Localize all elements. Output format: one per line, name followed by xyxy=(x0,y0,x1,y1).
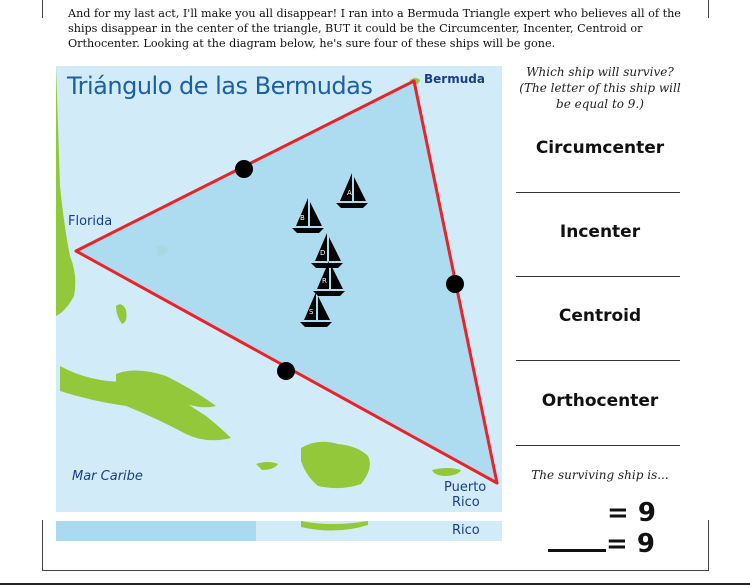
answer-blank[interactable] xyxy=(548,527,606,552)
choice-orthocenter-blank[interactable] xyxy=(516,445,680,446)
answer-equation: = 9 xyxy=(606,529,655,559)
frame-right-line xyxy=(708,0,709,18)
bermuda-map xyxy=(56,66,502,512)
choice-circumcenter-label: Circumcenter xyxy=(535,138,665,158)
label-puerto: Puerto xyxy=(444,480,487,495)
choice-centroid-label: Centroid xyxy=(558,306,642,326)
choice-centroid xyxy=(512,306,688,326)
label-mar-caribe: Mar Caribe xyxy=(72,469,143,484)
choice-incenter xyxy=(512,222,688,242)
choice-incenter-label: Incenter xyxy=(559,222,641,242)
choice-circumcenter-blank[interactable] xyxy=(516,192,680,193)
label-rico-duplicate: Rico xyxy=(452,523,480,538)
map-canvas xyxy=(56,66,502,512)
choice-circumcenter xyxy=(512,138,688,158)
ship-s-letter: S xyxy=(309,308,314,316)
label-florida: Florida xyxy=(68,214,113,229)
ship-d-letter: D xyxy=(320,249,326,257)
center-choices-panel xyxy=(512,64,688,482)
frame-left-line-lower xyxy=(42,520,43,570)
answer-line xyxy=(548,527,655,559)
page-bottom-rule xyxy=(0,583,750,585)
surviving-ship-text: The surviving ship is... xyxy=(531,468,669,482)
midpoint-dot-top xyxy=(235,160,253,178)
duplicate-strip-canvas xyxy=(56,521,502,541)
map-duplicate-strip xyxy=(56,521,502,541)
map-title: Triángulo de las Bermudas xyxy=(67,72,373,100)
frame-left-line xyxy=(42,0,43,18)
midpoint-dot-bottom xyxy=(277,362,295,380)
choice-orthocenter-label: Orthocenter xyxy=(541,391,659,411)
question-text: Which ship will survive? (The letter of this ship will be equal to 9.) xyxy=(519,65,681,111)
frame-bottom-line xyxy=(42,570,709,571)
choice-incenter-blank[interactable] xyxy=(516,276,680,277)
ship-b-letter: B xyxy=(300,214,305,222)
midpoint-dot-right xyxy=(446,275,464,293)
intro-paragraph: And for my last act, I'll make you all disappear! I ran into a Bermuda Triangle expert who believes all of the ships disappear in the center of the triangle, BUT it could be the Circumcenter, Incenter, Centroid or Orthocenter. Looking at the diagram below, he's sure four of these ships will be gone. xyxy=(68,7,681,50)
choice-orthocenter xyxy=(512,391,688,411)
label-bermuda: Bermuda xyxy=(424,72,485,86)
answer-clipped: = 9 xyxy=(607,498,656,528)
choice-centroid-blank[interactable] xyxy=(516,360,680,361)
frame-right-line-lower xyxy=(708,520,709,570)
ship-r-letter: R xyxy=(322,277,327,285)
ship-a-letter: A xyxy=(347,189,352,197)
label-rico: Rico xyxy=(452,495,480,510)
